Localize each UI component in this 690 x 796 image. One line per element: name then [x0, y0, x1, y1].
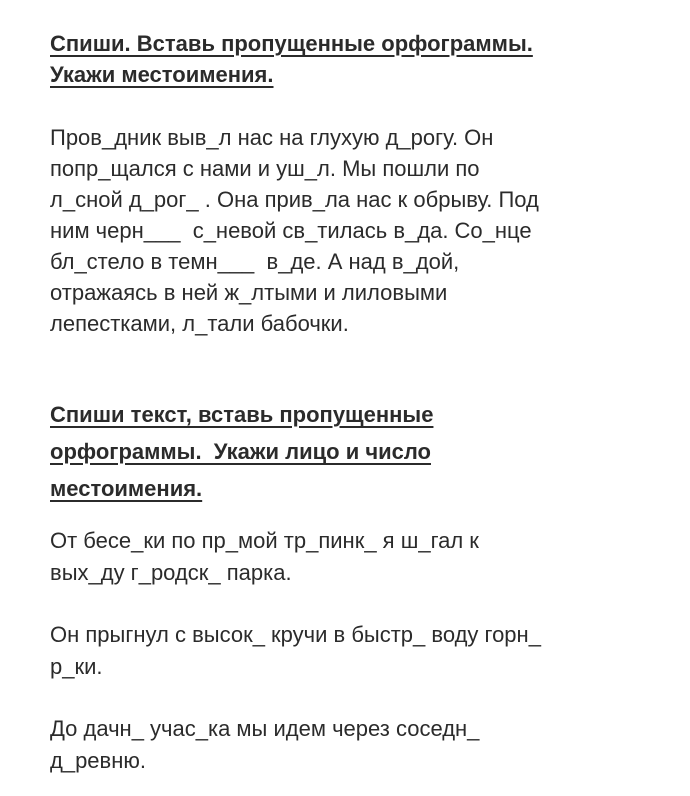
task1-text-line: л_сной д_рог_ . Она прив_ла нас к обрыву. Под	[50, 187, 539, 212]
task2-heading-line: Спиши текст, вставь пропущенные	[50, 402, 434, 427]
task1-text-line: Пров_дник выв_л нас на глухую д_рогу. Он	[50, 125, 494, 150]
task1-text-line: бл_стело в темн___ в_де. А над в_дой,	[50, 249, 460, 274]
task2-heading-line: орфограммы. Укажи лицо и число	[50, 439, 431, 464]
task1-heading	[50, 28, 533, 90]
task1-text-line: попр_щался с нами и уш_л. Мы пошли по	[50, 156, 480, 181]
task1-text	[50, 122, 640, 339]
task2-sentence-line: д_ревню.	[50, 748, 146, 773]
task2-sentence-line: Он прыгнул с высок_ кручи в быстр_ воду горн_	[50, 622, 541, 647]
task1-text-line: ним черн___ с_невой св_тилась в_да. Со_нце	[50, 218, 532, 243]
task2-heading	[50, 396, 433, 507]
task2-sentence-line: От бесе_ки по пр_мой тр_пинк_ я ш_гал к	[50, 528, 479, 553]
task2-sentence-1	[50, 525, 640, 589]
task1-text-line: отражаясь в ней ж_лтыми и лиловыми	[50, 280, 448, 305]
task1-heading-line: Укажи местоимения.	[50, 62, 274, 87]
task1-text-line: лепестками, л_тали бабочки.	[50, 311, 349, 336]
task2-sentence-2	[50, 619, 640, 683]
task2-sentence-line: До дачн_ учас_ка мы идем через соседн_	[50, 716, 480, 741]
task1-heading-line: Спиши. Вставь пропущенные орфограммы.	[50, 31, 533, 56]
task2-sentence-line: р_ки.	[50, 654, 103, 679]
task2-sentence-3	[50, 713, 640, 777]
task2-heading-line: местоимения.	[50, 476, 203, 501]
task2-sentence-line: вых_ду г_родск_ парка.	[50, 560, 292, 585]
